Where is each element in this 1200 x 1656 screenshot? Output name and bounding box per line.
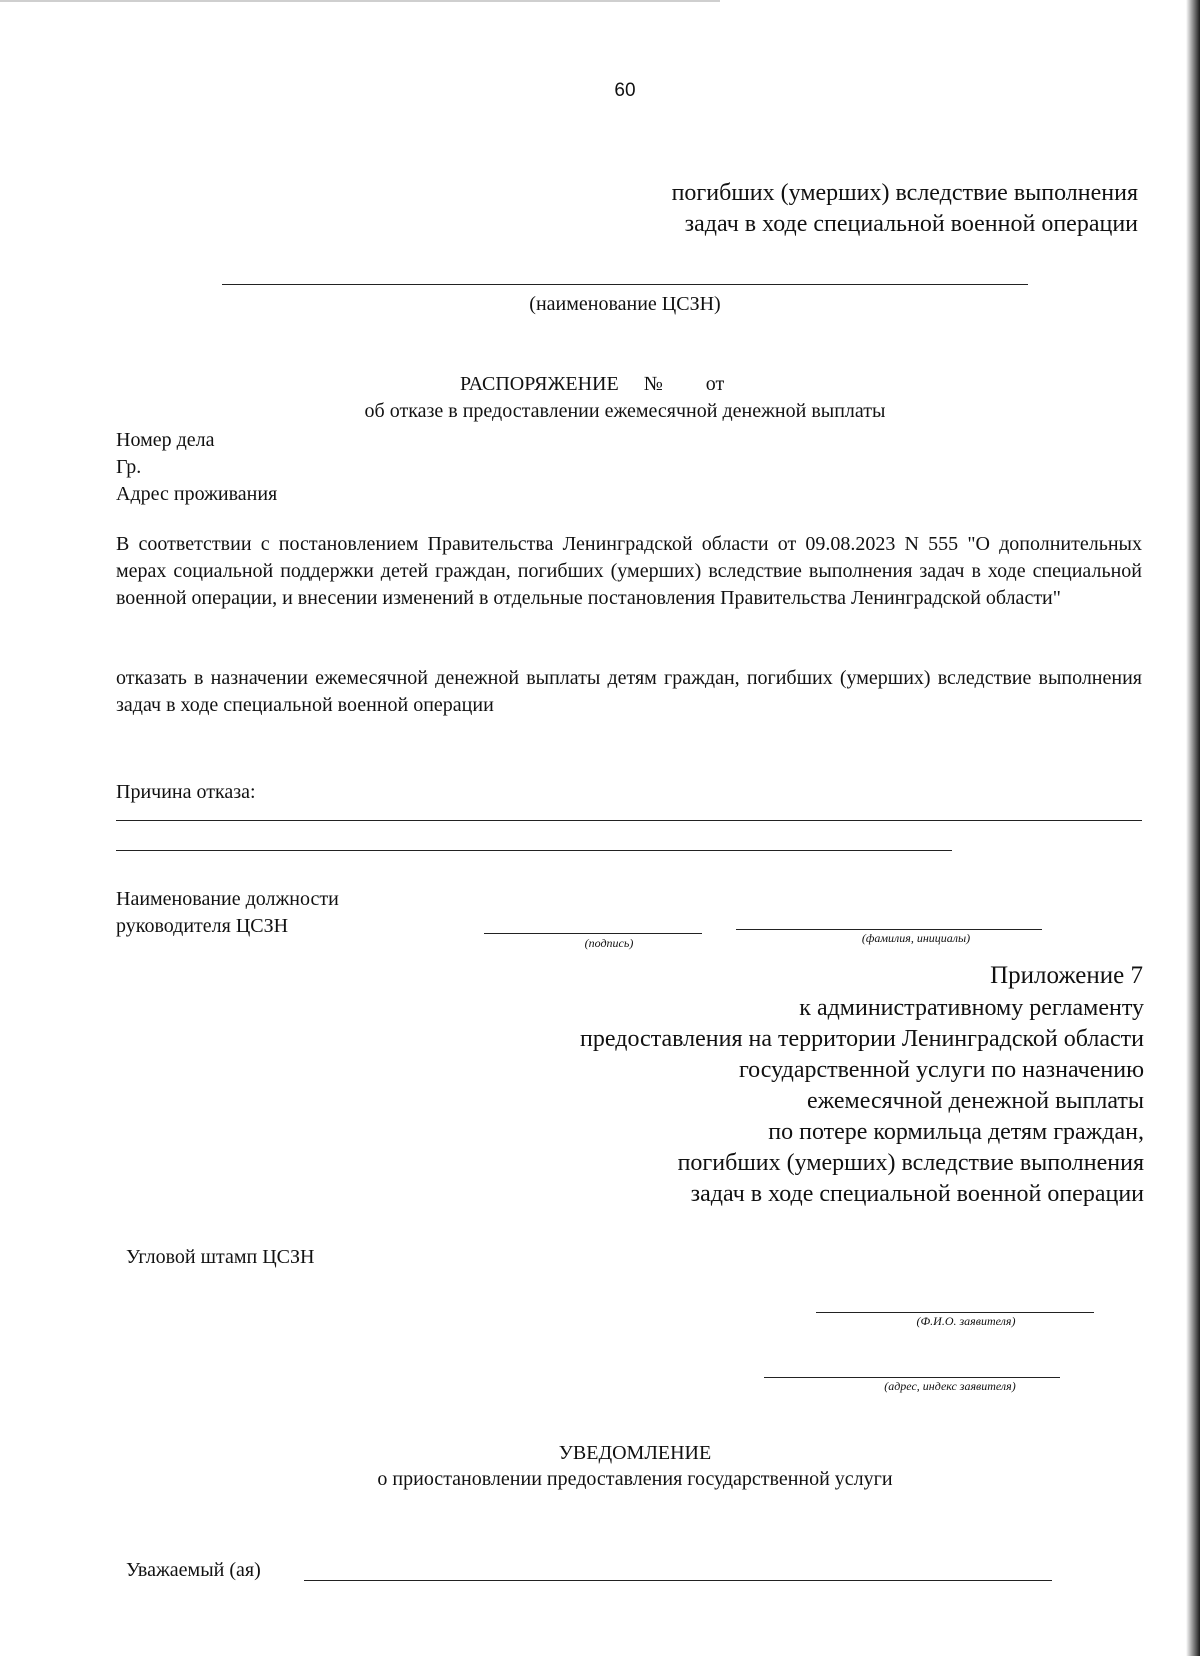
notice-title: УВЕДОМЛЕНИЕ (558, 1442, 712, 1464)
name-caption: (фамилия, инициалы) (861, 931, 971, 945)
body-paragraph-2: отказать в назначении ежемесячной денежной выплаты детям граждан, погибших (умерших) вследствие выполнения задач в ходе специальной военной операции (116, 667, 1142, 716)
refusal-reason-line-2 (116, 850, 952, 851)
applicant-address-line (764, 1377, 1060, 1378)
header-line: задач в ходе специальной военной операции (684, 211, 1138, 237)
appendix-line: ежемесячной денежной выплаты (806, 1088, 1144, 1114)
appendix-line: к административному регламенту (799, 995, 1144, 1021)
position-line-2: руководителя ЦСЗН (116, 915, 289, 937)
czsn-name-line (222, 284, 1028, 285)
order-title: РАСПОРЯЖЕНИЕ (460, 373, 619, 395)
appendix-line: погибших (умерших) вследствие выполнения (677, 1150, 1144, 1176)
salutation-line (304, 1580, 1052, 1581)
appendix-line: государственной услуги по назначению (738, 1057, 1144, 1083)
field-case-number: Номер дела (116, 429, 215, 451)
signature-line (484, 933, 702, 934)
order-number-sign: № (643, 373, 663, 395)
scan-right-edge (1186, 0, 1200, 1656)
order-subtitle: об отказе в предоставлении ежемесячной денежной выплаты (364, 400, 886, 422)
position-title (116, 886, 516, 940)
applicant-address-caption: (адрес, индекс заявителя) (884, 1379, 1016, 1393)
order-title-row (460, 371, 880, 398)
appendix-title: Приложение 7 (990, 962, 1143, 989)
header-continuation (520, 178, 1138, 240)
order-date-word: от (705, 373, 725, 395)
refusal-reason-label: Причина отказа: (116, 781, 256, 803)
page-number: 60 (614, 80, 636, 101)
appendix-lines (400, 993, 1144, 1210)
case-fields (116, 427, 516, 508)
scan-top-edge (0, 0, 720, 2)
header-line: погибших (умерших) вследствие выполнения (671, 180, 1138, 206)
czsn-caption: (наименование ЦСЗН) (529, 293, 721, 315)
body-paragraph-1: В соответствии с постановлением Правительства Ленинградской области от 09.08.2023 N 555 "О дополнительных мерах социальной поддержки детей граждан, погибших (умерших) вследствие выполнения задач в ходе специальной военной операции, и внесении изменений в отдельные постановления Правительства Ленинградской области" (116, 533, 1142, 609)
applicant-name-line (816, 1312, 1094, 1313)
corner-stamp-label: Угловой штамп ЦСЗН (126, 1246, 315, 1268)
notice-subtitle: о приостановлении предоставления государственной услуги (377, 1468, 893, 1490)
name-line (736, 929, 1042, 930)
refusal-reason-line-1 (116, 820, 1142, 821)
appendix-line: предоставления на территории Ленинградской области (580, 1026, 1144, 1052)
appendix-line: по потере кормильца детям граждан, (768, 1119, 1144, 1145)
field-address: Адрес проживания (116, 483, 278, 505)
appendix-line: задач в ходе специальной военной операции (690, 1181, 1144, 1207)
position-line-1: Наименование должности (116, 888, 339, 910)
field-citizen: Гр. (116, 456, 142, 478)
salutation-label: Уважаемый (ая) (126, 1559, 261, 1581)
signature-caption: (подпись) (584, 936, 634, 950)
applicant-name-caption: (Ф.И.О. заявителя) (916, 1314, 1016, 1328)
